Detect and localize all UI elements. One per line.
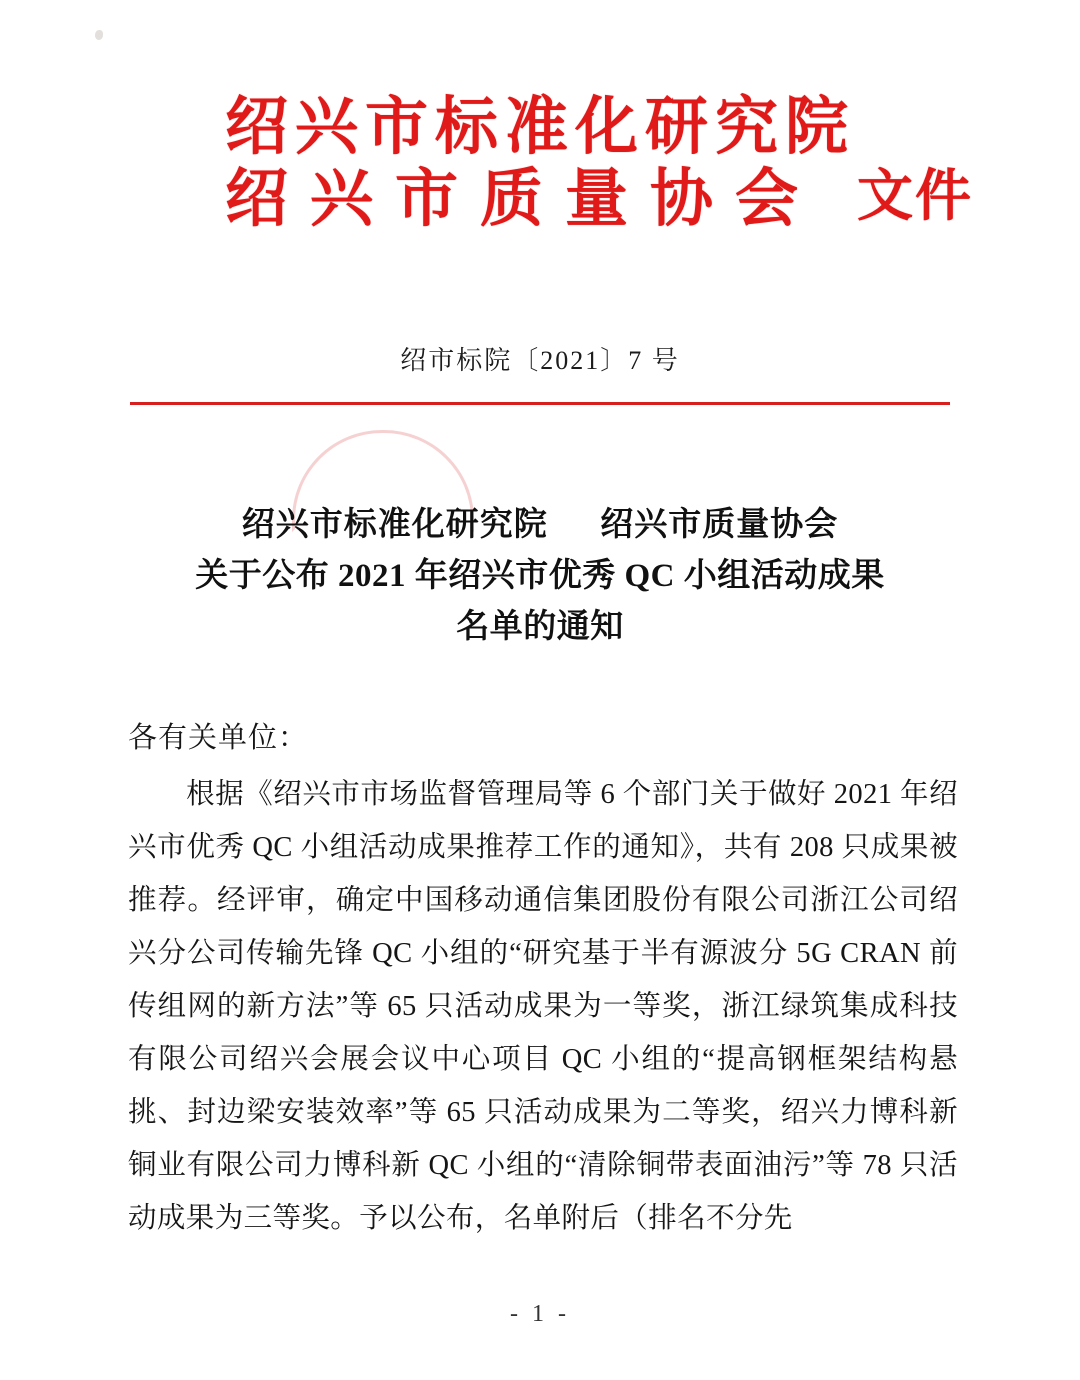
title-line-3: 名单的通知 bbox=[456, 609, 624, 646]
scan-artifact-speck bbox=[95, 30, 103, 40]
letterhead bbox=[0, 92, 1080, 236]
page-number: - 1 - bbox=[510, 1301, 570, 1327]
salutation: 各有关单位： bbox=[128, 722, 309, 754]
title-issuer-1: 绍兴市标准化研究院 bbox=[241, 507, 548, 543]
letterhead-suffix: 文件 bbox=[857, 165, 973, 228]
title-line-2: 关于公布 2021 年绍兴市优秀 QC 小组活动成果 bbox=[195, 558, 885, 595]
body-paragraph bbox=[128, 768, 958, 1245]
letterhead-line-1: 绍兴市标准化研究院 bbox=[225, 92, 855, 162]
title-issuer-2: 绍兴市质量协会 bbox=[600, 507, 839, 543]
red-divider-rule bbox=[130, 402, 950, 405]
document-number: 绍市标院〔2021〕7 号 bbox=[400, 346, 680, 375]
paragraph-text: 根据《绍兴市市场监督管理局等 6 个部门关于做好 2021 年绍兴市优秀 QC 小组活动成果推荐工作的通知》，共有 208 只成果被推荐。经评审，确定中国移动通信集团股份有限公司浙江公司绍兴分公司传输先锋 QC 小组的“研究基于半有源波分 5G CRAN 前传组网的新方法”等 65 只活动成果为一等奖，浙江绿筑集成科技有限公司绍兴会展会议中心项目 QC 小组的“提高钢框架结构悬挑、封边梁安装效率”等 65 只活动成果为二等奖，绍兴力博科新铜业有限公司力博科新 QC 小组的“清除铜带表面油污”等 78 只活动成果为三等奖。予以公布，名单附后（排名不分先 bbox=[128, 779, 958, 1234]
letterhead-line-2: 绍兴市质量协会 bbox=[225, 163, 820, 234]
letterhead-rows bbox=[225, 92, 973, 236]
title-line-1 bbox=[115, 500, 965, 551]
document-title bbox=[115, 500, 965, 653]
body-text bbox=[128, 768, 958, 1245]
